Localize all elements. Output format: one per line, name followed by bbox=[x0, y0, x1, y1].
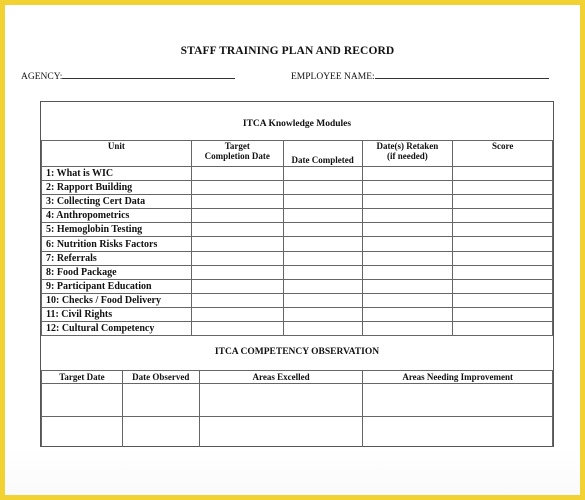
modules-table bbox=[41, 140, 553, 336]
module-row bbox=[42, 167, 553, 181]
score-cell[interactable] bbox=[453, 223, 553, 237]
target-completion-cell[interactable] bbox=[191, 279, 283, 293]
date-completed-header bbox=[283, 141, 362, 167]
target-completion-cell[interactable] bbox=[191, 223, 283, 237]
module-row bbox=[42, 209, 553, 223]
modules-section-title: ITCA Knowledge Modules bbox=[242, 119, 352, 129]
module-row bbox=[42, 307, 553, 321]
training-record-table bbox=[40, 101, 554, 447]
unit-cell: 8: Food Package bbox=[42, 265, 192, 279]
module-row bbox=[42, 181, 553, 195]
retaken-header-line2: (if needed) bbox=[387, 151, 428, 161]
areas-excelled-cell[interactable] bbox=[199, 417, 363, 450]
date-completed-cell[interactable] bbox=[283, 322, 362, 336]
observation-section-title: ITCA COMPETENCY OBSERVATION bbox=[214, 347, 380, 357]
date-completed-cell[interactable] bbox=[283, 181, 362, 195]
unit-cell: 10: Checks / Food Delivery bbox=[42, 293, 192, 307]
agency-blank-line[interactable] bbox=[62, 69, 235, 79]
date-observed-header: Date Observed bbox=[122, 371, 199, 384]
score-cell[interactable] bbox=[453, 181, 553, 195]
date-retaken-cell[interactable] bbox=[362, 167, 453, 181]
date-completed-cell[interactable] bbox=[283, 279, 362, 293]
module-row bbox=[42, 279, 553, 293]
score-cell[interactable] bbox=[453, 209, 553, 223]
date-completed-cell[interactable] bbox=[283, 167, 362, 181]
target-completion-cell[interactable] bbox=[191, 237, 283, 251]
document-title: STAFF TRAINING PLAN AND RECORD bbox=[180, 45, 395, 57]
target-completion-cell[interactable] bbox=[191, 322, 283, 336]
module-row bbox=[42, 293, 553, 307]
module-row bbox=[42, 265, 553, 279]
target-header-line2: Completion Date bbox=[204, 151, 270, 161]
score-cell[interactable] bbox=[453, 167, 553, 181]
target-date-cell[interactable] bbox=[42, 384, 123, 417]
date-retaken-header bbox=[362, 141, 453, 167]
unit-cell: 4: Anthropometrics bbox=[42, 209, 192, 223]
date-retaken-cell[interactable] bbox=[362, 322, 453, 336]
modules-header-row bbox=[42, 141, 553, 167]
date-retaken-cell[interactable] bbox=[362, 251, 453, 265]
score-cell[interactable] bbox=[453, 322, 553, 336]
observation-row bbox=[42, 417, 553, 450]
date-retaken-cell[interactable] bbox=[362, 209, 453, 223]
date-retaken-cell[interactable] bbox=[362, 237, 453, 251]
date-retaken-cell[interactable] bbox=[362, 195, 453, 209]
areas-improvement-header: Areas Needing Improvement bbox=[363, 371, 553, 384]
areas-improvement-cell[interactable] bbox=[363, 417, 553, 450]
target-completion-header bbox=[191, 141, 283, 167]
target-completion-cell[interactable] bbox=[191, 251, 283, 265]
unit-header bbox=[42, 141, 192, 167]
date-completed-cell[interactable] bbox=[283, 307, 362, 321]
module-row bbox=[42, 195, 553, 209]
target-completion-cell[interactable] bbox=[191, 181, 283, 195]
retaken-header-line1: Date(s) Retaken bbox=[376, 141, 439, 151]
date-completed-cell[interactable] bbox=[283, 293, 362, 307]
employee-name-blank-line[interactable] bbox=[375, 69, 549, 79]
target-date-cell[interactable] bbox=[42, 417, 123, 450]
date-retaken-cell[interactable] bbox=[362, 181, 453, 195]
target-completion-cell[interactable] bbox=[191, 167, 283, 181]
module-row bbox=[42, 223, 553, 237]
target-completion-cell[interactable] bbox=[191, 307, 283, 321]
unit-cell: 11: Civil Rights bbox=[42, 307, 192, 321]
date-retaken-cell[interactable] bbox=[362, 293, 453, 307]
score-cell[interactable] bbox=[453, 237, 553, 251]
modules-table-body bbox=[42, 167, 553, 336]
module-row bbox=[42, 322, 553, 336]
date-completed-cell[interactable] bbox=[283, 237, 362, 251]
header-fields bbox=[21, 69, 561, 83]
score-header-text: Score bbox=[491, 141, 514, 151]
employee-name-field[interactable] bbox=[291, 69, 549, 82]
employee-name-label: EMPLOYEE NAME: bbox=[291, 72, 375, 82]
score-cell[interactable] bbox=[453, 195, 553, 209]
target-date-header: Target Date bbox=[42, 371, 123, 384]
target-completion-cell[interactable] bbox=[191, 209, 283, 223]
date-observed-cell[interactable] bbox=[122, 417, 199, 450]
unit-cell: 5: Hemoglobin Testing bbox=[42, 223, 192, 237]
observation-header-row bbox=[42, 371, 553, 384]
date-completed-cell[interactable] bbox=[283, 195, 362, 209]
score-header bbox=[453, 141, 553, 167]
agency-label: AGENCY: bbox=[21, 72, 63, 82]
date-retaken-cell[interactable] bbox=[362, 223, 453, 237]
date-completed-cell[interactable] bbox=[283, 223, 362, 237]
unit-cell: 12: Cultural Competency bbox=[42, 322, 192, 336]
unit-cell: 2: Rapport Building bbox=[42, 181, 192, 195]
areas-improvement-cell[interactable] bbox=[363, 384, 553, 417]
observation-table bbox=[41, 370, 553, 450]
score-cell[interactable] bbox=[453, 251, 553, 265]
page-bottom bbox=[5, 447, 580, 495]
areas-excelled-header: Areas Excelled bbox=[199, 371, 363, 384]
date-retaken-cell[interactable] bbox=[362, 279, 453, 293]
unit-cell: 7: Referrals bbox=[42, 251, 192, 265]
date-completed-cell[interactable] bbox=[283, 265, 362, 279]
module-row bbox=[42, 237, 553, 251]
areas-excelled-cell[interactable] bbox=[199, 384, 363, 417]
date-completed-cell[interactable] bbox=[283, 251, 362, 265]
score-cell[interactable] bbox=[453, 279, 553, 293]
score-cell[interactable] bbox=[453, 307, 553, 321]
unit-cell: 1: What is WIC bbox=[42, 167, 192, 181]
date-retaken-cell[interactable] bbox=[362, 307, 453, 321]
unit-cell: 9: Participant Education bbox=[42, 279, 192, 293]
observation-row bbox=[42, 384, 553, 417]
target-header-line1: Target bbox=[224, 141, 250, 151]
score-cell[interactable] bbox=[453, 265, 553, 279]
date-observed-cell[interactable] bbox=[122, 384, 199, 417]
agency-field[interactable] bbox=[21, 69, 235, 82]
date-retaken-cell[interactable] bbox=[362, 265, 453, 279]
target-completion-cell[interactable] bbox=[191, 293, 283, 307]
date-completed-cell[interactable] bbox=[283, 209, 362, 223]
target-completion-cell[interactable] bbox=[191, 265, 283, 279]
unit-cell: 6: Nutrition Risks Factors bbox=[42, 237, 192, 251]
module-row bbox=[42, 251, 553, 265]
score-cell[interactable] bbox=[453, 293, 553, 307]
unit-cell: 3: Collecting Cert Data bbox=[42, 195, 192, 209]
date-completed-header-text: Date Completed bbox=[291, 155, 354, 165]
target-completion-cell[interactable] bbox=[191, 195, 283, 209]
unit-header-text: Unit bbox=[107, 141, 125, 151]
